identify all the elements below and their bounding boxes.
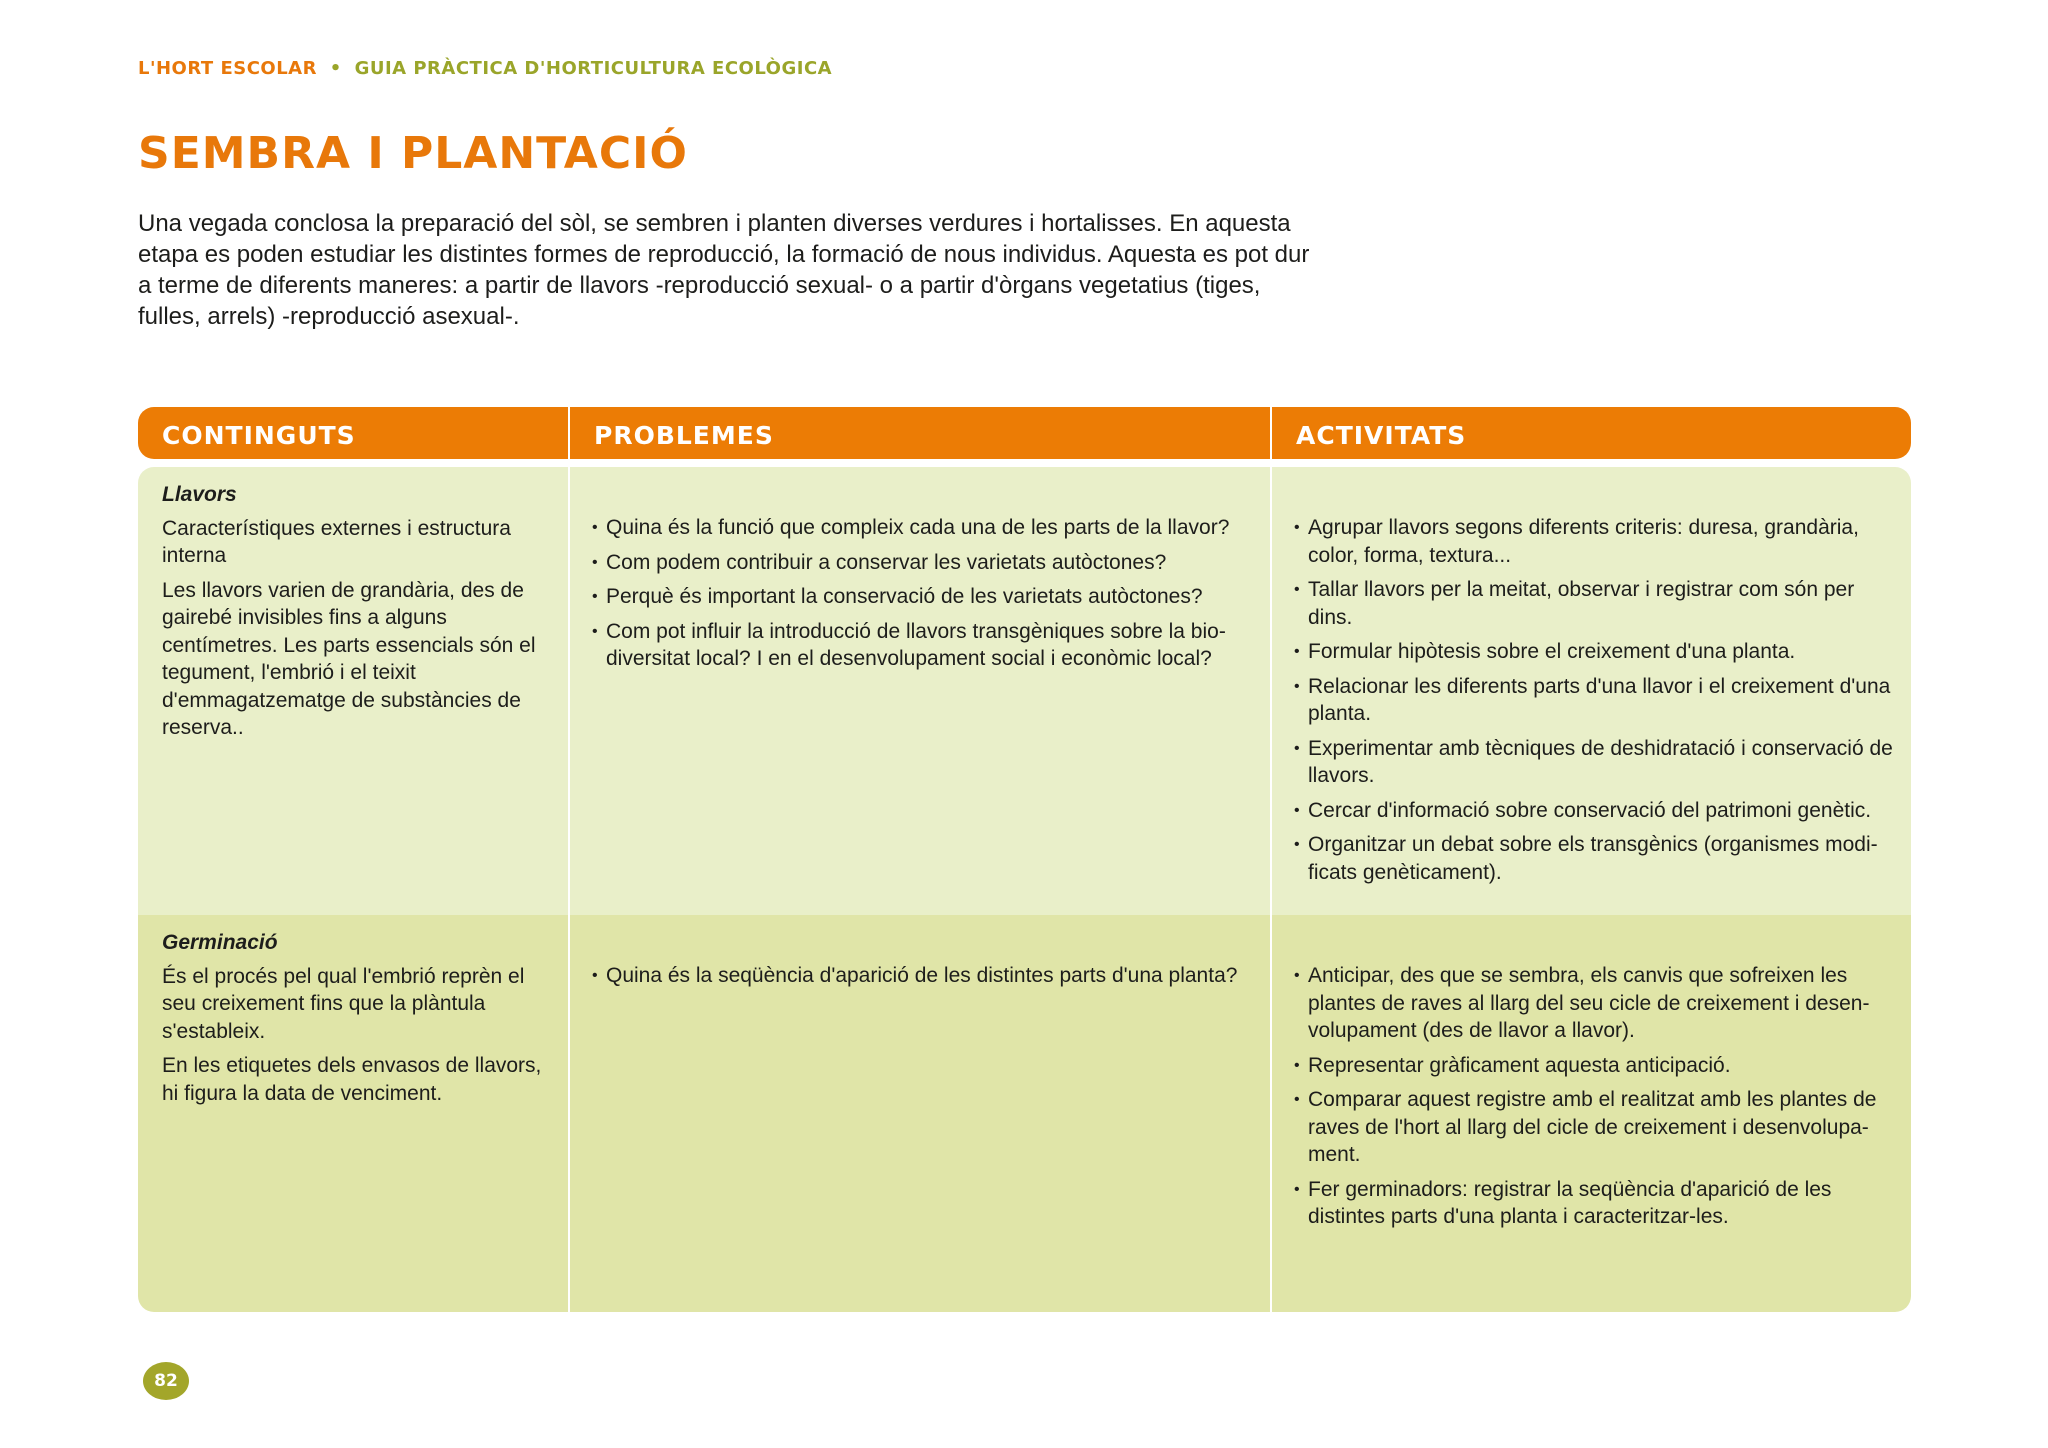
problem-item: • Com podem contribuir a conservar les varietats autòctones? [592, 549, 1254, 577]
activity-item: • Cercar d'informació sobre conservació del patrimoni genètic. [1294, 797, 1897, 825]
row-title: Germinació [162, 931, 278, 954]
activity-item: • Agrupar llavors segons diferents criteris: duresa, grandària, color, forma, textura... [1294, 514, 1897, 569]
header-problemes: PROBLEMES [568, 407, 1270, 459]
activity-item: • Comparar aquest registre amb el realitzat amb les plantes de raves de l'hort al llarg del cicle de creixement i desenvolupa-ment. [1294, 1086, 1897, 1169]
problemes-cell [568, 467, 1270, 915]
activity-item: • Fer germinadors: registrar la seqüència d'aparició de les distintes parts d'una planta i caracteritzar-les. [1294, 1176, 1897, 1231]
header-continguts: CONTINGUTS [162, 421, 356, 450]
table-row-germinacio [138, 915, 1911, 1312]
running-header-separator: • [329, 58, 342, 79]
continguts-text: Les llavors varien de grandària, des de gairebé invisibles fins a alguns centímetres. Les parts essencials són el tegument, l'embrió i el teixit d'emmagatzematge de substàncies de reserva.. [162, 578, 536, 739]
activity-item: • Representar gràficament aquesta anticipació. [1294, 1052, 1897, 1080]
running-header-left: L'HORT ESCOLAR [138, 58, 317, 79]
problem-item: • Quina és la seqüència d'aparició de les distintes parts d'una planta? [592, 962, 1254, 990]
activitats-cell [1270, 467, 1911, 915]
continguts-cell [138, 467, 568, 915]
header-activitats: ACTIVITATS [1270, 407, 1911, 459]
table-row-llavors [138, 467, 1911, 915]
intro-paragraph: Una vegada conclosa la preparació del sòl, se sembren i planten diverses verdures i hortalisses. En aquesta etapa es poden estudiar les distintes formes de reproducció, la formació de nous individus. Aquesta es pot dur a terme de diferents maneres: a partir de llavors -reproducció sexual- o a partir d'òrgans vegetatius (tiges, fulles, arrels) -reproducció asexual-. [138, 210, 1310, 330]
page-number: 82 [143, 1362, 189, 1400]
problemes-cell [568, 915, 1270, 1312]
activity-item: • Formular hipòtesis sobre el creixement d'una planta. [1294, 638, 1897, 666]
continguts-text: Característiques externes i estructura interna [162, 516, 511, 567]
activity-item: • Anticipar, des que se sembra, els canvis que sofreixen les plantes de raves al llarg del seu cicle de creixement i desen-volupament (des de llavor a llavor). [1294, 962, 1897, 1045]
activity-item: • Experimentar amb tècniques de deshidratació i conservació de llavors. [1294, 735, 1897, 790]
problem-item: • Quina és la funció que compleix cada una de les parts de la llavor? [592, 514, 1254, 542]
problem-item: • Perquè és important la conservació de les varietats autòctones? [592, 583, 1254, 611]
running-header-right: GUIA PRÀCTICA D'HORTICULTURA ECOLÒGICA [354, 58, 833, 79]
page-title: SEMBRA I PLANTACIÓ [138, 128, 688, 179]
activity-item: • Relacionar les diferents parts d'una llavor i el creixement d'una planta. [1294, 673, 1897, 728]
activity-item: • Organitzar un debat sobre els transgènics (organismes modi-ficats genèticament). [1294, 831, 1897, 886]
table-body [138, 467, 1911, 1312]
continguts-text: En les etiquetes dels envasos de llavors, hi figura la data de venciment. [162, 1054, 542, 1105]
row-title: Llavors [162, 483, 237, 506]
content-table [138, 407, 1911, 1312]
continguts-cell [138, 915, 568, 1312]
running-header [138, 58, 832, 79]
continguts-text: És el procés pel qual l'embrió reprèn el seu creixement fins que la plàntula s'estableix. [162, 964, 525, 1043]
table-header [138, 407, 1911, 459]
problem-item: • Com pot influir la introducció de llavors transgèniques sobre la bio-diversitat local? I en el desenvolupament social i econòmic local? [592, 618, 1254, 673]
activitats-cell [1270, 915, 1911, 1312]
activity-item: • Tallar llavors per la meitat, observar i registrar com són per dins. [1294, 576, 1897, 631]
